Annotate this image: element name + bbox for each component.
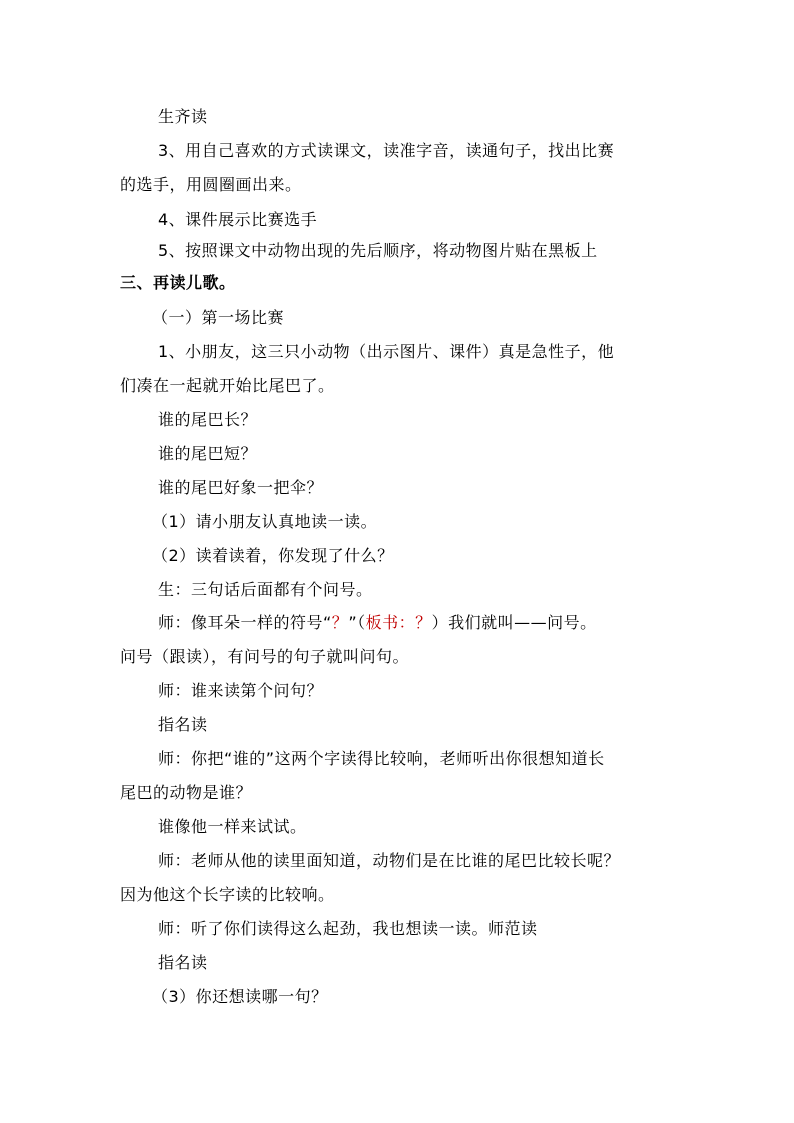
text-line: 生齐读 (158, 107, 208, 126)
text-line: （2）读着读着，你发现了什么？ (152, 546, 394, 565)
text-line: 问号（跟读），有问号的句子就叫问句。 (120, 647, 410, 666)
subsection-heading: （一）第一场比赛 (152, 308, 285, 327)
text-line: 4、课件展示比赛选手 (158, 210, 318, 229)
text-line: 谁像他一样来试试。 (158, 817, 307, 836)
text-line: 师：听了你们读得这么起劲，我也想读一读。师范读 (158, 919, 538, 938)
text-line: 师：老师从他的读里面知道，动物们是在比谁的尾巴比较长呢？ (158, 851, 621, 870)
text-line: 的选手，用圆圈画出来。 (120, 175, 302, 194)
text-line: 指名读 (158, 953, 208, 972)
text-segment: 师：像耳朵一样的符号“ (158, 613, 332, 632)
text-line: （3）你还想读哪一句？ (152, 987, 328, 1006)
blackboard-note: 板书：？ (365, 613, 432, 632)
text-line: 谁的尾巴长？ (158, 410, 258, 429)
question-mark-symbol: ？ (331, 613, 349, 632)
text-line: 尾巴的动物是谁？ (120, 783, 253, 802)
text-line: 5、按照课文中动物出现的先后顺序，将动物图片贴在黑板上 (158, 241, 598, 260)
text-line-with-annotation (158, 613, 597, 633)
text-line: 3、用自己喜欢的方式读课文，读准字音，读通句子，找出比赛 (158, 141, 615, 160)
text-line: 谁的尾巴短？ (158, 444, 258, 463)
text-segment: ）我们就叫——问号。 (431, 613, 597, 632)
text-line: 谁的尾巴好象一把伞？ (158, 478, 324, 497)
text-segment: ”（ (348, 613, 366, 632)
text-line: 1、小朋友，这三只小动物（出示图片、课件）真是急性子，他 (158, 342, 615, 361)
section-heading: 三、再读儿歌。 (120, 273, 236, 292)
text-line: 师：你把“谁的”这两个字读得比较响，老师听出你很想知道长 (158, 749, 605, 768)
text-line: 们凑在一起就开始比尾巴了。 (120, 376, 335, 395)
text-line: 生：三句话后面都有个问号。 (158, 580, 373, 599)
text-line: 指名读 (158, 715, 208, 734)
text-line: 师：谁来读第个问句？ (158, 681, 324, 700)
text-line: （1）请小朋友认真地读一读。 (152, 512, 378, 531)
text-line: 因为他这个长字读的比较响。 (120, 885, 335, 904)
